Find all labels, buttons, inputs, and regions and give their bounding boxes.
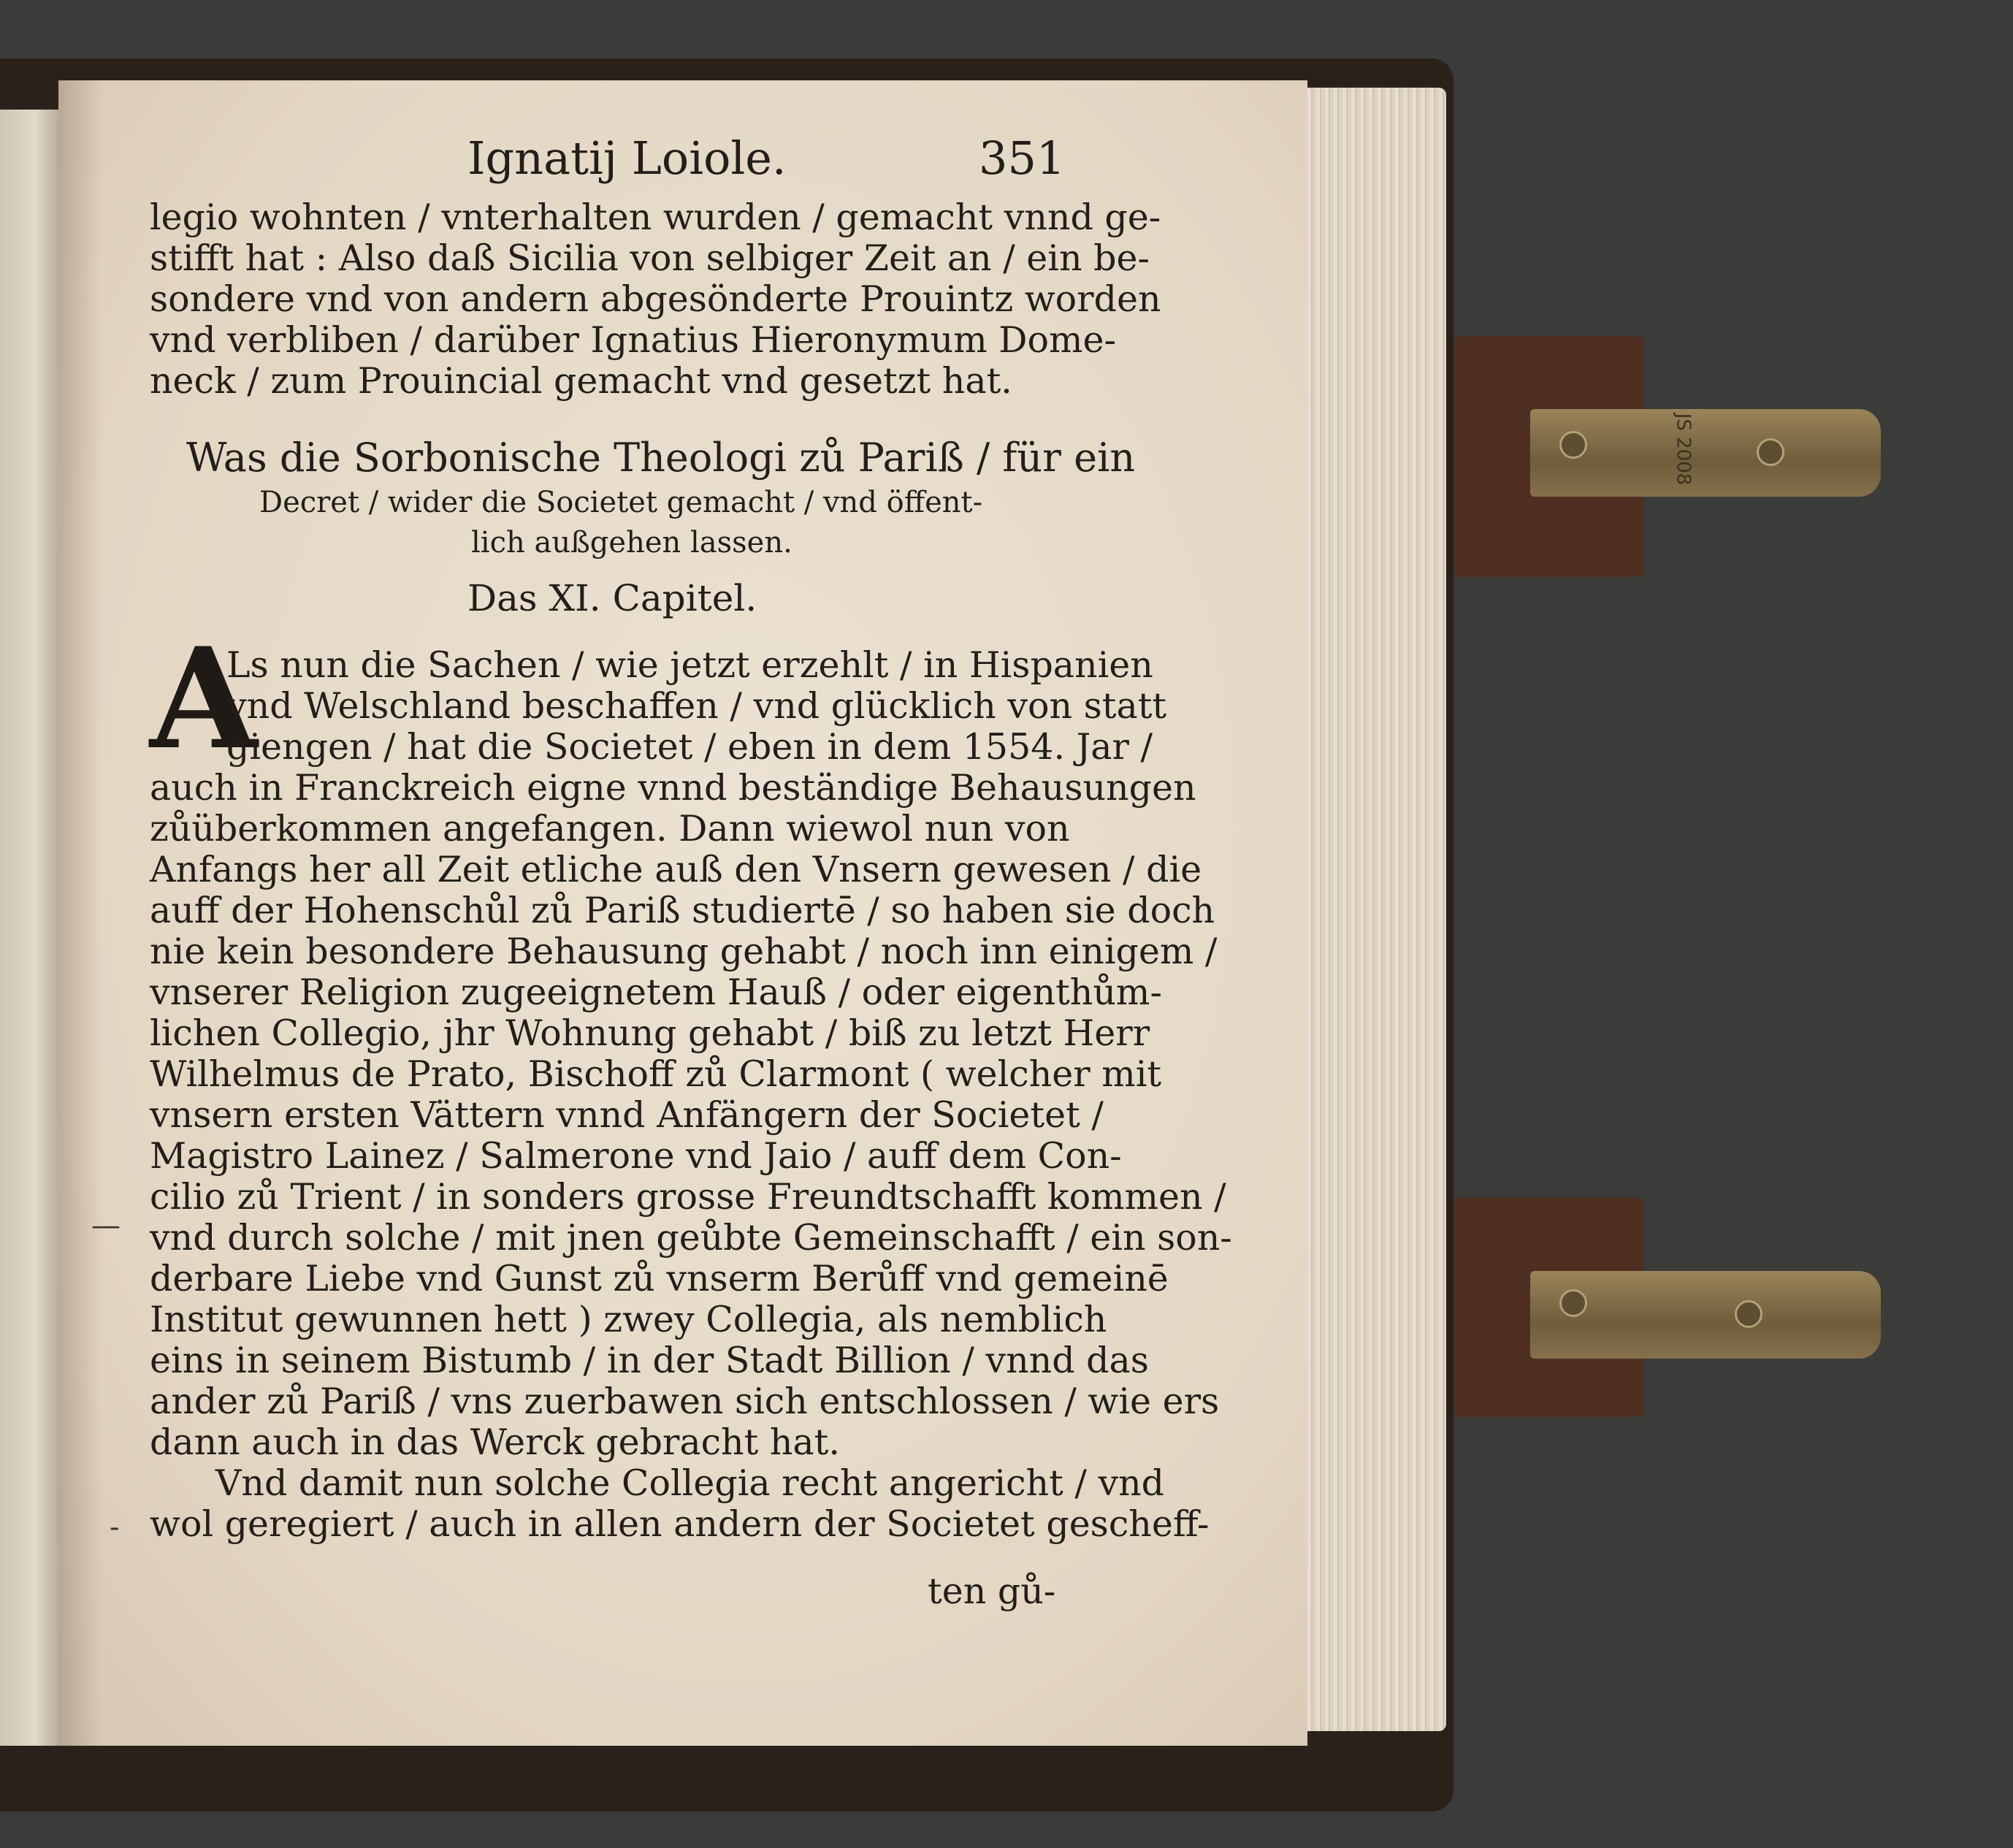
- left-page-edge: [0, 110, 58, 1746]
- text-line: Ls nun die Sachen / wie jetzt erzehlt / in Hispanien: [226, 644, 1153, 686]
- text-line: dann auch in das Werck gebracht hat.: [150, 1421, 840, 1463]
- text-line: neck / zum Prouincial gemacht vnd gesetzt hat.: [150, 360, 1012, 402]
- upper-clasp-rivet: [1757, 438, 1784, 466]
- text-line: lichen Collegio, jhr Wohnung gehabt / biß zu letzt Herr: [150, 1012, 1150, 1054]
- text-line: Magistro Lainez / Salmerone vnd Jaio / auff dem Con-: [150, 1135, 1122, 1177]
- section-heading-line-2: Decret / wider die Societet gemacht / vnd öffent-: [259, 486, 983, 519]
- text-line: Anfangs her all Zeit etliche auß den Vnsern gewesen / die: [150, 849, 1202, 890]
- text-line: Wilhelmus de Prato, Bischoff zů Clarmont ( welcher mit: [150, 1053, 1162, 1095]
- lower-clasp-rivet: [1559, 1289, 1587, 1317]
- text-line: auff der Hohenschůl zů Pariß studiertē / so haben sie doch: [150, 890, 1215, 931]
- text-line: vnd verbliben / darüber Ignatius Hieronymum Dome-: [150, 319, 1117, 361]
- text-line: Vnd damit nun solche Collegia recht angericht / vnd: [215, 1462, 1165, 1504]
- running-head: Ignatij Loiole.: [467, 131, 787, 185]
- catchword: ten gů-: [928, 1570, 1056, 1612]
- text-line: giengen / hat die Societet / eben in dem 1554. Jar /: [226, 726, 1153, 768]
- text-line: wol geregiert / auch in allen andern der Societet gescheff-: [150, 1503, 1210, 1545]
- margin-dash: —: [91, 1209, 121, 1242]
- chapter-label: Das XI. Capitel.: [467, 577, 757, 619]
- text-line: auch in Franckreich eigne vnnd beständige Behausungen: [150, 767, 1196, 809]
- text-line: vnserer Religion zugeeignetem Hauß / oder eigenthům-: [150, 971, 1162, 1013]
- page-fore-edge: [1307, 88, 1446, 1731]
- text-line: vnd durch solche / mit jnen geůbte Gemeinschafft / ein son-: [150, 1217, 1232, 1259]
- decorated-initial: A: [150, 617, 258, 780]
- upper-clasp-rivet: [1559, 431, 1587, 459]
- lower-clasp-bar: [1530, 1271, 1881, 1359]
- section-heading-line-3: lich außgehen lassen.: [471, 526, 792, 560]
- text-line: zůüberkommen angefangen. Dann wiewol nun von: [150, 808, 1070, 849]
- text-line: legio wohnten / vnterhalten wurden / gemacht vnnd ge-: [150, 196, 1161, 238]
- section-heading-line-1: Was die Sorbonische Theologi zů Pariß / für ein: [186, 435, 1136, 481]
- intro-paragraph: [150, 196, 1161, 402]
- margin-dash: -: [110, 1511, 120, 1544]
- page-number: 351: [979, 131, 1066, 185]
- text-line: stifft hat : Also daß Sicilia von selbiger Zeit an / ein be-: [150, 237, 1150, 279]
- text-line: vnsern ersten Vättern vnnd Anfängern der Societet /: [150, 1094, 1104, 1136]
- main-paragraph: [150, 767, 1232, 1545]
- text-line: sondere vnd von andern abgesönderte Prouintz worden: [150, 278, 1161, 320]
- lower-clasp-rivet: [1735, 1300, 1762, 1328]
- initial-paragraph: [226, 644, 1167, 768]
- text-line: nie kein besondere Behausung gehabt / noch inn einigem /: [150, 931, 1218, 972]
- text-line: Institut gewunnen hett ) zwey Collegia, als nemblich: [150, 1299, 1107, 1340]
- text-line: ander zů Pariß / vns zuerbawen sich entschlossen / wie ers: [150, 1381, 1220, 1422]
- text-line: derbare Liebe vnd Gunst zů vnserm Berůff vnd gemeinē: [150, 1258, 1169, 1299]
- clasp-stamp: JS 2008: [1672, 413, 1695, 486]
- text-line: eins in seinem Bistumb / in der Stadt Billion / vnnd das: [150, 1340, 1149, 1381]
- text-line: vnd Welschland beschaffen / vnd glücklich von statt: [226, 685, 1167, 727]
- text-line: cilio zů Trient / in sonders grosse Freundtschafft kommen /: [150, 1176, 1226, 1218]
